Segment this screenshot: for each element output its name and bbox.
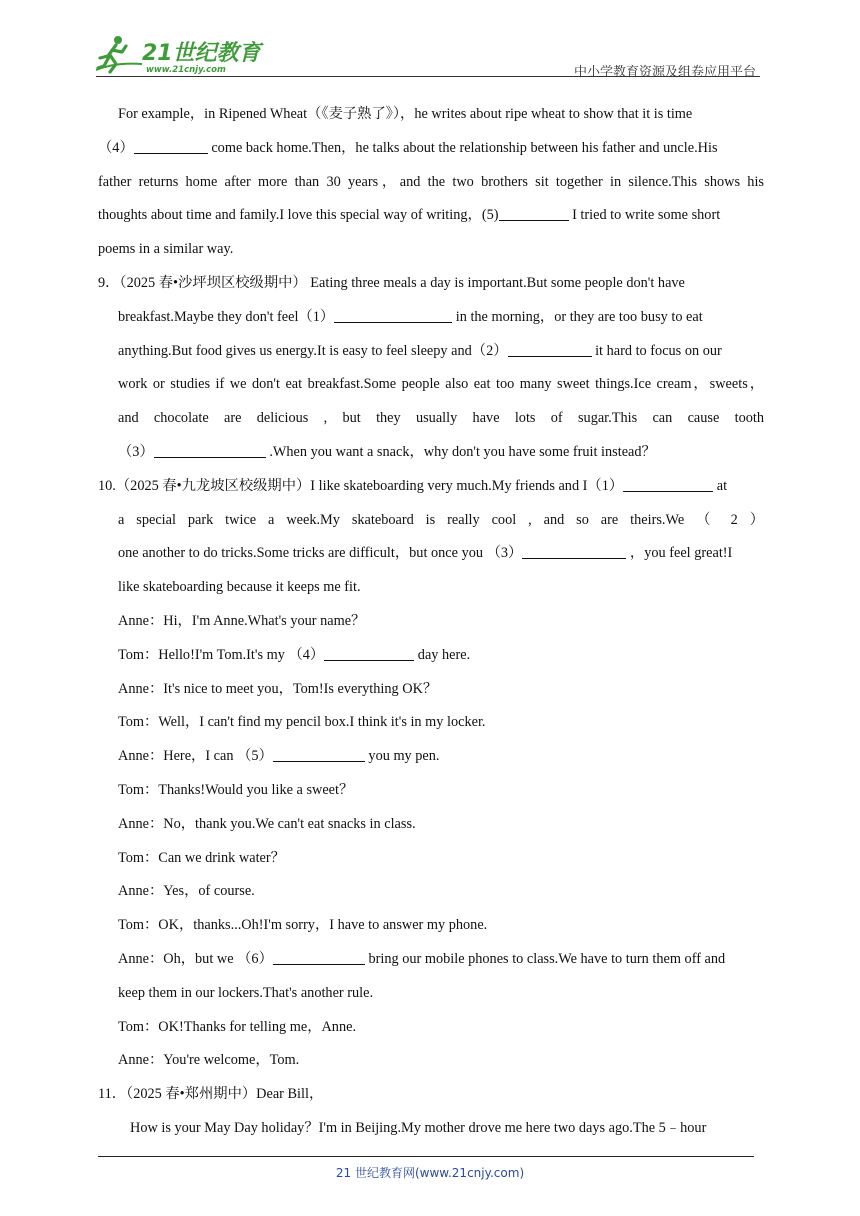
question-11-heading: 11．（2025 春•郑州期中）Dear Bill， (98, 1086, 324, 1103)
text-line (98, 132, 764, 166)
dialogue-line: Tom：OK，thanks...Oh!I'm sorry，I have to answer my phone. (118, 917, 488, 934)
text-line: a special park twice a week.My skateboard is really cool , and so are theirs.We （ 2 ） (118, 511, 764, 528)
dialogue-line: Anne：You're welcome，Tom. (118, 1052, 300, 1069)
answer-blank-4[interactable] (324, 646, 414, 661)
dialogue-line: Anne：It's nice to meet you，Tom!Is everything OK？ (118, 680, 438, 697)
header-divider (96, 76, 760, 77)
text-line (98, 199, 764, 233)
answer-blank-4[interactable] (134, 139, 208, 154)
text-line: How is your May Day holiday？I'm in Beijing.My mother drove me here two days ago.The 5﹣hour (130, 1119, 707, 1136)
answer-blank-5[interactable] (499, 206, 569, 221)
dialogue-line (98, 639, 764, 673)
dialogue-line: Tom：Thanks!Would you like a sweet？ (118, 781, 354, 798)
dialogue-line: Anne：No，thank you.We can't eat snacks in class. (118, 815, 416, 832)
line-text: Anne：Oh，but we （6） (118, 950, 273, 967)
question-10-heading (98, 470, 764, 504)
line-text: at (713, 477, 728, 494)
dialogue-line: Anne：Hi，I'm Anne.What's your name？ (118, 612, 366, 629)
page-footer: 21 世纪教育网(www.21cnjy.com) (335, 1166, 525, 1180)
line-text: bring our mobile phones to class.We have to turn them off and (364, 950, 726, 967)
line-text: anything.But food gives us energy.It is easy to feel sleepy and（2） (118, 342, 508, 359)
line-text: 10.（2025 春•九龙坡区校级期中）I like skateboarding very much.My friends and I（1） (98, 477, 624, 494)
document-body (98, 98, 764, 1146)
line-text: day here. (414, 646, 471, 663)
question-9-heading: 9．（2025 春•沙坪坝区校级期中） Eating three meals a day is important.But some people don't have (98, 274, 685, 291)
line-text: Anne：Here，I can （5） (118, 748, 273, 765)
text-line (98, 436, 764, 470)
line-text: it hard to focus on our (591, 342, 722, 359)
line-text: Tom：Hello!I'm Tom.It's my （4） (118, 646, 325, 663)
line-text: I tried to write some short (568, 207, 721, 224)
line-text: you my pen. (364, 748, 440, 765)
line-text: .When you want a snack，why don't you have some fruit instead？ (265, 443, 656, 460)
text-line (98, 335, 764, 369)
line-text: come back home.Then，he talks about the relationship between his father and uncle.His (207, 139, 718, 156)
line-text: （3） (118, 443, 154, 460)
answer-blank-3[interactable] (154, 443, 266, 458)
line-text: ，you feel great!I (626, 545, 733, 562)
dialogue-line (98, 943, 764, 977)
page-header (96, 30, 760, 78)
dialogue-line (98, 740, 764, 774)
answer-blank-1[interactable] (334, 308, 452, 323)
line-text: thoughts about time and family.I love this special way of writing，(5) (98, 207, 499, 224)
svg-text:www.21cnjy.com: www.21cnjy.com (146, 65, 226, 74)
running-figure-icon (96, 36, 142, 72)
text-line: work or studies if we don't eat breakfast.Some people also eat too many sweet things.Ice cream，sweets， (118, 376, 764, 393)
answer-blank-1[interactable] (623, 477, 713, 492)
svg-text:21世纪教育: 21世纪教育 (142, 41, 261, 66)
dialogue-line: keep them in our lockers.That's another rule. (118, 984, 374, 1001)
answer-blank-6[interactable] (273, 950, 365, 965)
dialogue-line: Tom：Can we drink water？ (118, 849, 285, 866)
dialogue-line: Tom：Well，I can't find my pencil box.I think it's in my locker. (118, 714, 486, 731)
dialogue-line: Tom：OK!Thanks for telling me，Anne. (118, 1018, 357, 1035)
line-text: one another to do tricks.Some tricks are difficult，but once you （3） (118, 545, 523, 562)
line-text: （4） (98, 139, 134, 156)
answer-blank-2[interactable] (508, 342, 592, 357)
text-line: For example，in Ripened Wheat（《麦子熟了》），he writes about ripe wheat to show that it is time (118, 106, 693, 122)
text-line: father returns home after more than 30 years，and the two brothers sit together in silence.This shows his (98, 173, 764, 190)
text-line (98, 537, 764, 571)
answer-blank-3[interactable] (522, 544, 626, 559)
answer-blank-5[interactable] (273, 747, 365, 762)
text-line: like skateboarding because it keeps me fit. (118, 579, 361, 596)
footer-divider (98, 1156, 754, 1157)
text-line: poems in a similar way. (98, 241, 234, 258)
logo (96, 34, 266, 74)
platform-name: 中小学教育资源及组卷应用平台 (573, 65, 756, 80)
line-text: in the morning，or they are too busy to eat (452, 308, 703, 325)
dialogue-line: Anne：Yes，of course. (118, 883, 255, 900)
text-line: and chocolate are delicious , but they usually have lots of sugar.This can cause tooth (118, 410, 764, 427)
line-text: breakfast.Maybe they don't feel（1） (118, 308, 335, 325)
text-line (98, 301, 764, 335)
